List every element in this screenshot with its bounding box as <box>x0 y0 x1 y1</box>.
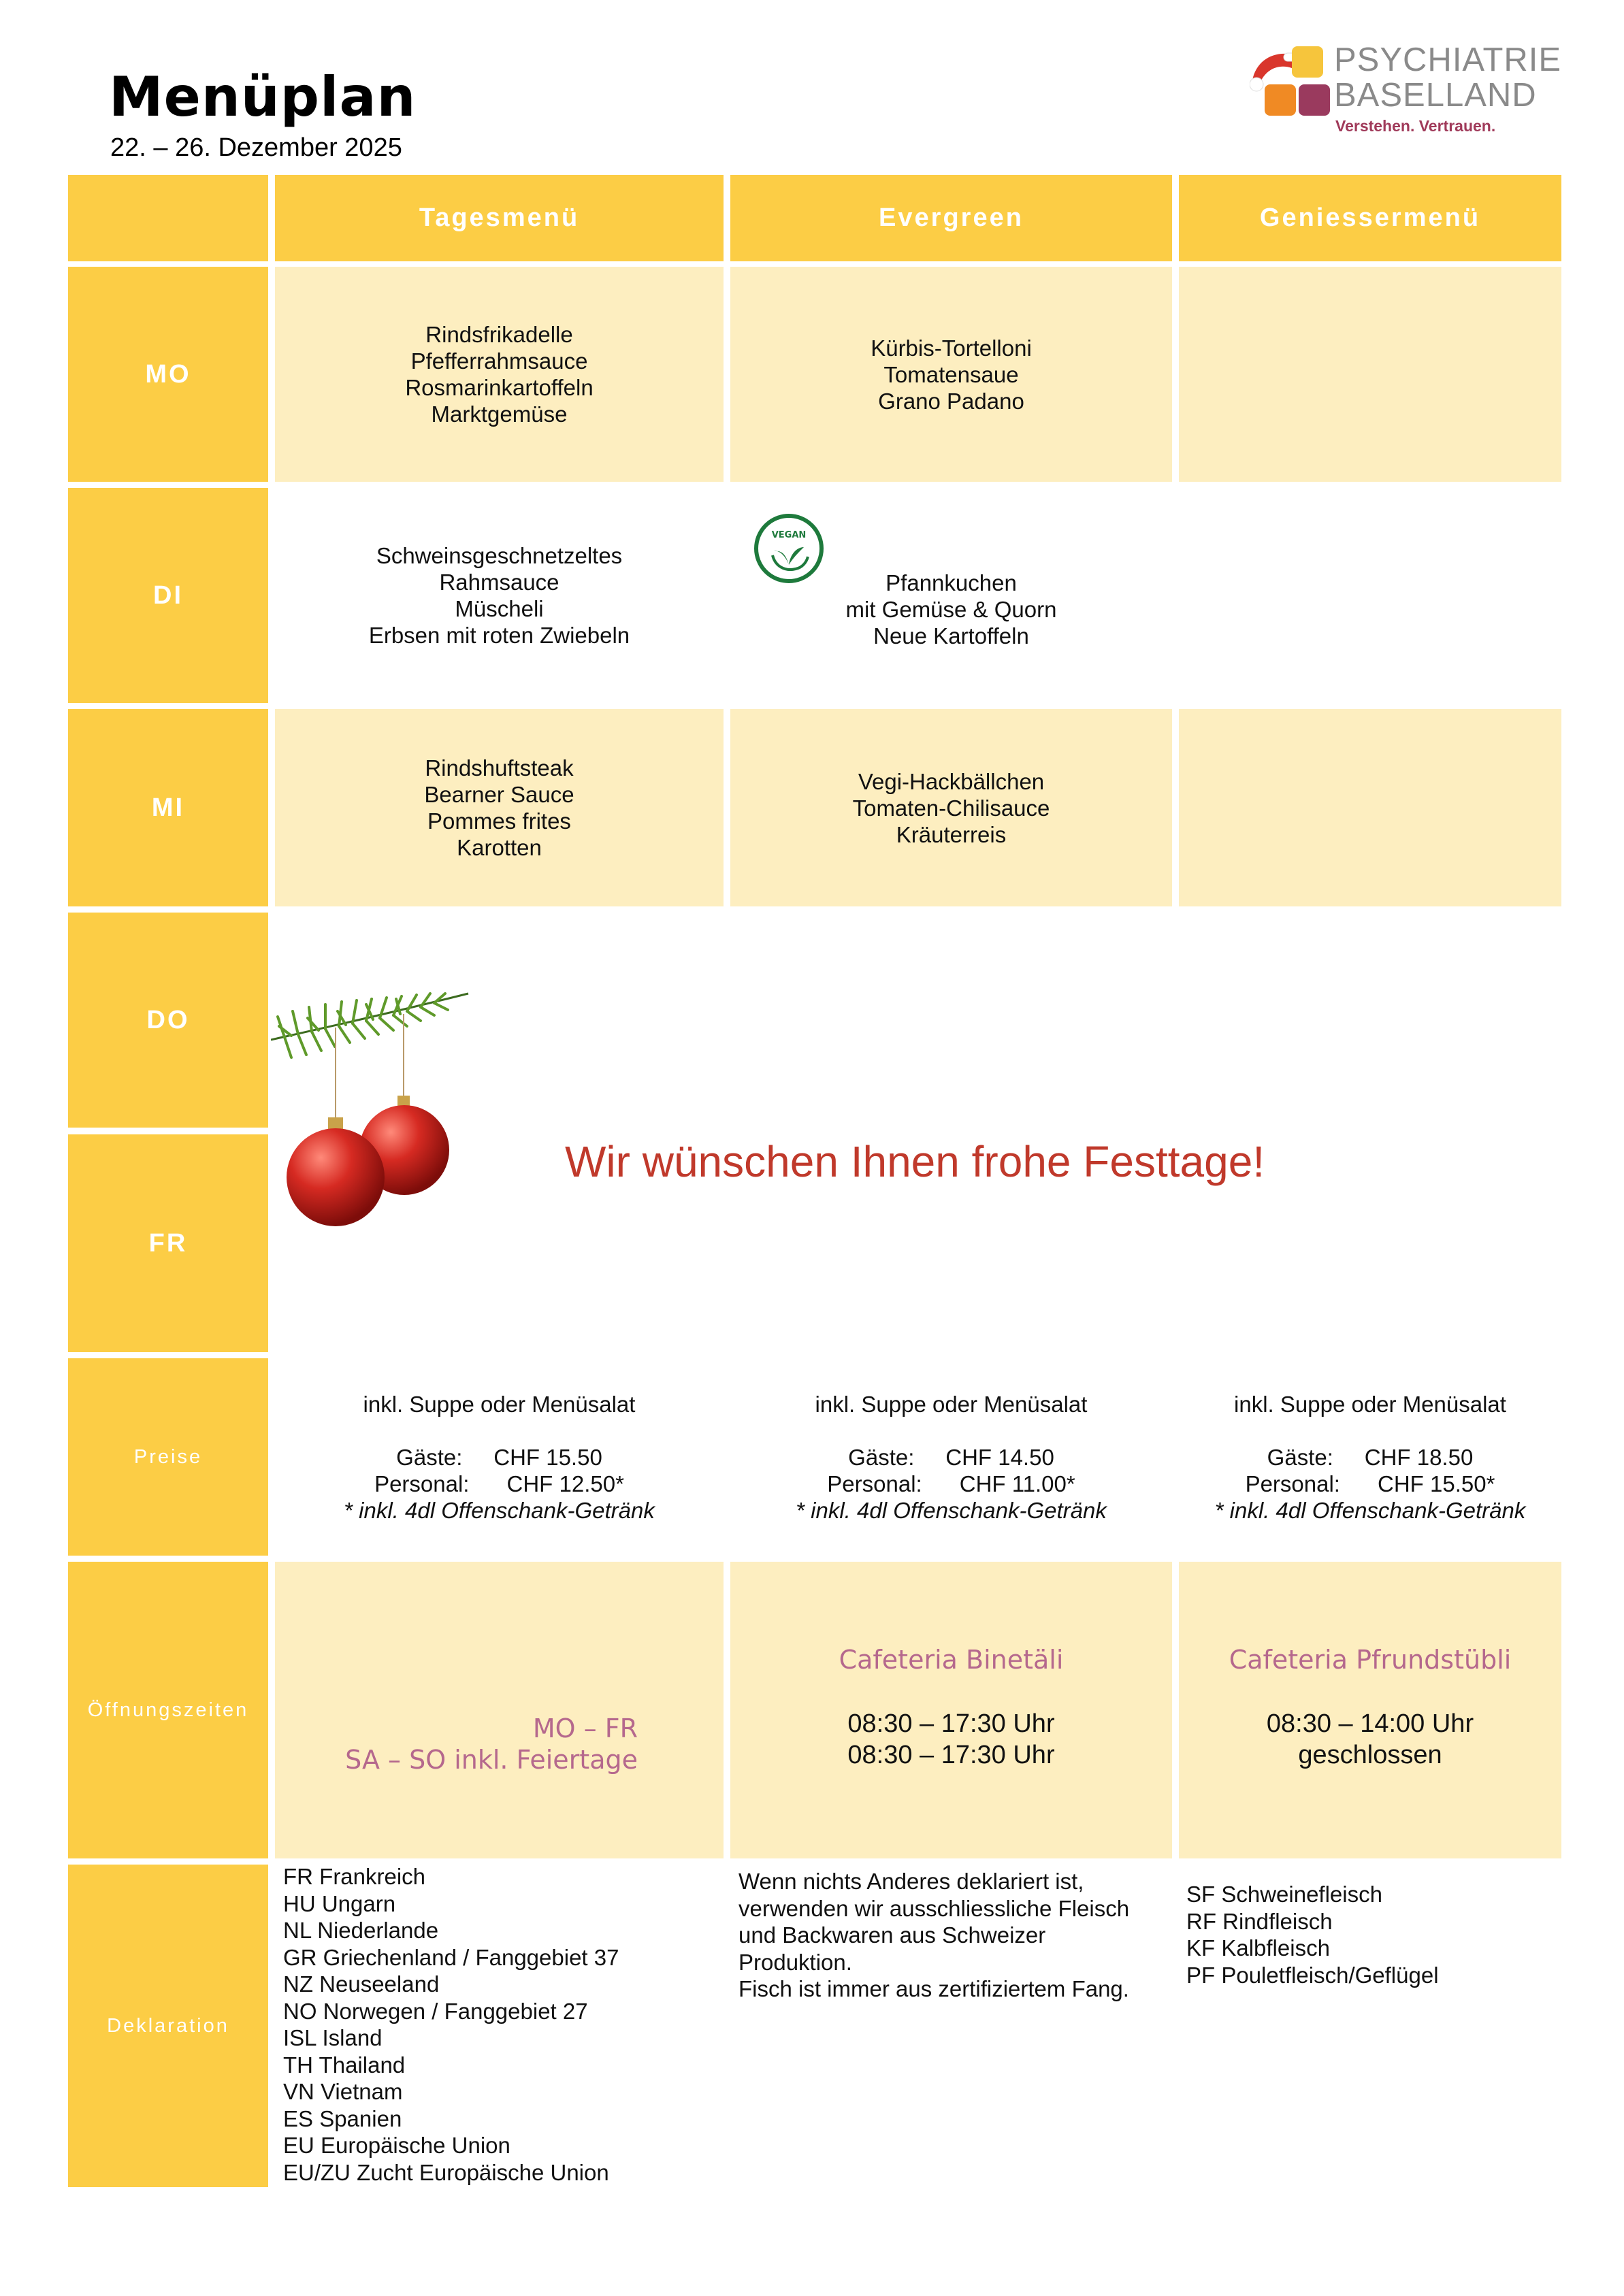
svg-text:VEGAN: VEGAN <box>771 530 807 540</box>
row-label-deklaration: Deklaration <box>68 1865 268 2187</box>
day-label-do: DO <box>68 913 268 1128</box>
price-evergreen: inkl. Suppe oder Menüsalat Gäste: CHF 14.50 Personal: CHF 11.00* * inkl. 4dl Offenschank-Getränk <box>796 1391 1107 1523</box>
row-label-oeffnungszeiten: Öffnungszeiten <box>68 1562 268 1858</box>
vegan-badge-icon <box>753 513 824 584</box>
menu-di-geniesser <box>1179 488 1561 703</box>
hours-binetaeli: Cafeteria Binetäli 08:30 – 17:30 Uhr 08:30 – 17:30 Uhr <box>730 1562 1172 1858</box>
page-title: Menüplan <box>109 65 417 129</box>
logo-tagline: Verstehen. Vertrauen. <box>1335 117 1496 135</box>
row-label-preise: Preise <box>68 1358 268 1556</box>
menu-mo-tages: Rindsfrikadelle Pfefferrahmsauce Rosmarinkartoffeln Marktgemüse <box>275 267 724 482</box>
column-header-evergreen: Evergreen <box>730 175 1172 261</box>
menu-di-evergreen: Pfannkuchen mit Gemüse & Quorn Neue Kartoffeln <box>845 570 1057 649</box>
menu-di-tages: Schweinsgeschnetzeltes Rahmsauce Müscheli Erbsen mit roten Zwiebeln <box>368 543 630 648</box>
day-label-di: DI <box>68 488 268 703</box>
hours-pfrundstuebli: Cafeteria Pfrundstübli 08:30 – 14:00 Uhr geschlossen <box>1179 1562 1561 1858</box>
day-label-mo: MO <box>68 267 268 482</box>
christmas-ornaments-icon <box>271 987 489 1245</box>
holiday-message: Wir wünschen Ihnen frohe Festtage! <box>565 1137 1265 1186</box>
menu-mo-geniesser <box>1179 267 1561 482</box>
hours-days-labels: MO – FR SA – SO inkl. Feiertage <box>345 1713 638 1775</box>
day-label-mi: MI <box>68 709 268 906</box>
column-header-tagesmenu: Tagesmenü <box>275 175 724 261</box>
declaration-origin: Wenn nichts Anderes deklariert ist, verwenden wir ausschliessliche Fleisch und Backwaren aus Schweizer Produktion. Fisch ist immer aus zertifiziertem Fang. <box>738 1869 1130 2001</box>
menu-mi-tages: Rindshuftsteak Bearner Sauce Pommes frites Karotten <box>275 709 724 906</box>
date-range: 22. – 26. Dezember 2025 <box>110 133 402 162</box>
declaration-meats: SF Schweinefleisch RF Rindfleisch KF Kalbfleisch PF Pouletfleisch/Geflügel <box>1186 1882 1439 1988</box>
menu-mi-geniesser <box>1179 709 1561 906</box>
declaration-countries: FR Frankreich HU Ungarn NL Niederlande GR Griechenland / Fanggebiet 37 NZ Neuseeland NO Norwegen / Fanggebiet 27 ISL Island TH Thailand VN Vietnam ES Spanien EU Europäische Union EU/ZU Zucht Europäische Union <box>283 1864 619 2185</box>
logo <box>1250 38 1562 140</box>
day-label-fr: FR <box>68 1134 268 1352</box>
header-corner <box>68 175 268 261</box>
hours-days-cell <box>275 1562 724 1858</box>
logo-wordmark: PSYCHIATRIE BASELLAND <box>1334 42 1562 114</box>
logo-square-yellow <box>1292 46 1323 78</box>
price-geniesser: inkl. Suppe oder Menüsalat Gäste: CHF 18.50 Personal: CHF 15.50* * inkl. 4dl Offenschank-Getränk <box>1214 1391 1526 1523</box>
menu-mi-evergreen: Vegi-Hackbällchen Tomaten-Chilisauce Kräuterreis <box>730 709 1172 906</box>
column-header-geniessermenu: Geniessermenü <box>1179 175 1561 261</box>
menu-mo-evergreen: Kürbis-Tortelloni Tomatensaue Grano Padano <box>730 267 1172 482</box>
price-tages: inkl. Suppe oder Menüsalat Gäste: CHF 15.50 Personal: CHF 12.50* * inkl. 4dl Offenschank-Getränk <box>344 1391 655 1523</box>
